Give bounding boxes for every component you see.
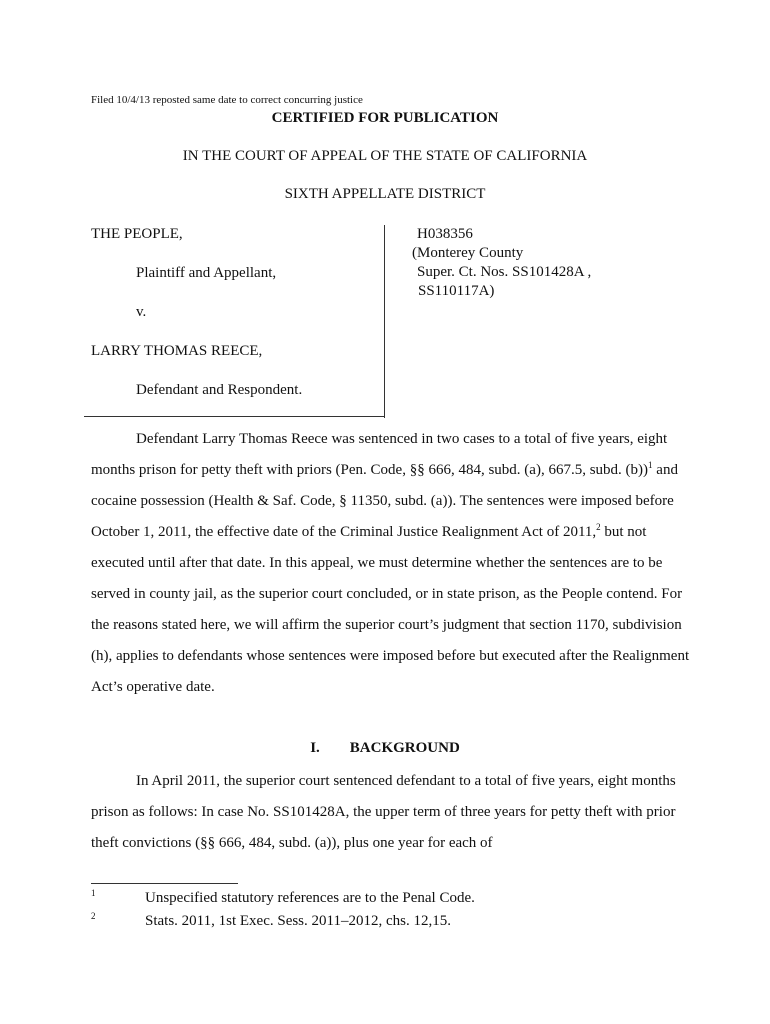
superior-court-numbers-cont: SS110117A) (418, 283, 495, 299)
section-number: I. (310, 740, 320, 756)
opinion-paragraph-1 (91, 424, 691, 703)
superior-court-numbers: Super. Ct. Nos. SS101428A , (417, 264, 592, 280)
opinion-paragraph-2: In April 2011, the superior court sentenced defendant to a total of five years, eight months prison as follows: In case No. SS101428A, the upper term of three years for petty theft with prior theft convictions (§§ 666, 484, subd. (a)), plus one year for each of (91, 773, 676, 851)
plaintiff-name: THE PEOPLE, (91, 226, 183, 242)
county-line: (Monterey County (412, 245, 524, 261)
footnote-ref-1: 1 (648, 460, 653, 470)
footnote-1-text: Unspecified statutory references are to the Penal Code. (145, 890, 475, 906)
para1-part-c: but not executed until after that date. In this appeal, we must determine whether the sentences are to be served in county jail, as the superior court concluded, or in state prison, as the People contend. For the reasons stated here, we will affirm the superior court’s judgment that section 1170, subdivision (h), applies to defendants whose sentences were imposed before but executed after the Realignment Act’s operative date. (91, 524, 690, 695)
para1-part-b: and cocaine possession (Health & Saf. Code, § 11350, subd. (a)). The sentences were imposed before October 1, 2011, the effective date of the Criminal Justice Realignment Act of 2011, (91, 462, 678, 540)
filed-note: Filed 10/4/13 reposted same date to correct concurring justice (91, 94, 363, 106)
footnote-2-number: 2 (91, 911, 96, 921)
defendant-name: LARRY THOMAS REECE, (91, 343, 263, 359)
footnote-rule (91, 883, 238, 884)
certified-heading: CERTIFIED FOR PUBLICATION (271, 110, 499, 126)
caption-horizontal-rule (84, 416, 385, 417)
case-number: H038356 (417, 226, 473, 242)
defendant-role: Defendant and Respondent. (136, 382, 303, 398)
court-name: IN THE COURT OF APPEAL OF THE STATE OF CALIFORNIA (182, 148, 588, 164)
district-name: SIXTH APPELLATE DISTRICT (284, 186, 486, 202)
versus: v. (136, 304, 147, 320)
section-title: BACKGROUND (349, 740, 460, 756)
footnote-ref-2: 2 (596, 522, 601, 532)
para1-part-a: Defendant Larry Thomas Reece was sentenced in two cases to a total of five years, eight months prison for petty theft with priors (Pen. Code, §§ 666, 484, subd. (a), 667.5, subd. (b)) (91, 431, 668, 478)
caption-vertical-rule (384, 225, 385, 418)
plaintiff-role: Plaintiff and Appellant, (136, 265, 277, 281)
footnote-2-text: Stats. 2011, 1st Exec. Sess. 2011–2012, chs. 12,15. (145, 913, 451, 929)
footnote-1-number: 1 (91, 888, 96, 898)
section-heading (0, 740, 770, 757)
